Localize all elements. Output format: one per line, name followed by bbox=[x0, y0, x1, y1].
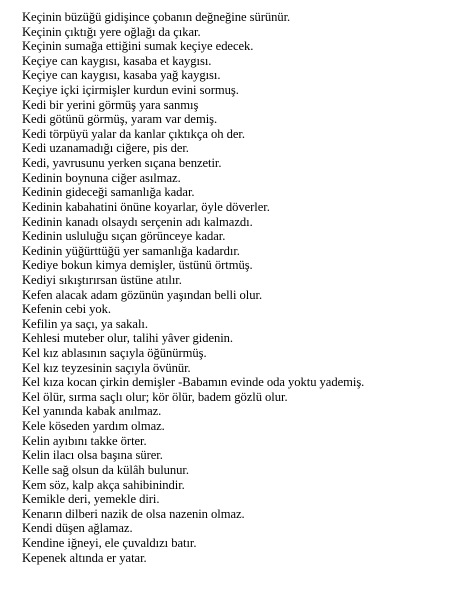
proverb-line: Kedinin usluluğu sıçan görünceye kadar. bbox=[22, 229, 226, 244]
proverb-line: Kenarın dilberi nazik de olsa nazenin olmaz. bbox=[22, 506, 245, 521]
proverb-line: Kedi törpüyü yalar da kanlar çıktıkça oh der. bbox=[22, 126, 245, 141]
proverb-line: Keçiye can kaygısı, kasaba yağ kaygısı. bbox=[22, 68, 221, 83]
proverb-line: Kelin ayıbını takke örter. bbox=[22, 433, 147, 448]
proverb-line: Keçiye içki içirmişler kurdun evini sormuş. bbox=[22, 83, 239, 98]
proverb-line: Kefenin cebi yok. bbox=[22, 302, 112, 317]
proverb-line: Keçinin büzüğü gidişince çobanın değneğine sürünür. bbox=[22, 10, 291, 24]
proverb-line: Kepenek altında er yatar. bbox=[22, 550, 147, 565]
proverb-line: Kelin ilacı olsa başına sürer. bbox=[22, 448, 163, 463]
proverb-line: Kediyi sıkıştırırsan üstüne atılır. bbox=[22, 272, 182, 287]
proverb-line: Keçinin sumağa ettiğini sumak keçiye edecek. bbox=[22, 39, 254, 54]
proverb-line: Kem söz, kalp akça sahibinindir. bbox=[22, 477, 185, 492]
proverb-line: Kendine iğneyi, ele çuvaldızı batır. bbox=[22, 535, 197, 550]
proverb-line: Kemikle deri, yemekle diri. bbox=[22, 492, 160, 507]
proverb-line: Keçinin çıktığı yere oğlağı da çıkar. bbox=[22, 24, 201, 39]
proverb-line: Kehlesi muteber olur, talihi yâver gidenin. bbox=[22, 331, 234, 346]
proverb-line: Kele köseden yardım olmaz. bbox=[22, 419, 165, 434]
proverb-line: Kel kıza kocan çirkin demişler -Babamın evinde oda yoktu yademiş. bbox=[22, 375, 365, 390]
proverb-line: Kedinin kanadı olsaydı serçenin adı kalmazdı. bbox=[22, 214, 253, 229]
proverb-line: Kedi bir yerini görmüş yara sanmış bbox=[22, 97, 199, 112]
proverb-line: Kendi düşen ağlamaz. bbox=[22, 521, 133, 536]
proverb-line: Kel ölür, sırma saçlı olur; kör ölür, badem gözlü olur. bbox=[22, 389, 288, 404]
proverb-line: Kel kız teyzesinin saçıyla övünür. bbox=[22, 360, 191, 375]
proverb-line: Kediye bokun kimya demişler, üstünü örtmüş. bbox=[22, 258, 253, 273]
proverb-line: Kelle sağ olsun da külâh bulunur. bbox=[22, 462, 189, 477]
proverb-line: Kel kız ablasının saçıyla öğünürmüş. bbox=[22, 346, 207, 361]
proverb-line: Kedi uzanamadığı ciğere, pis der. bbox=[22, 141, 189, 156]
proverb-line: Kedinin boynuna ciğer asılmaz. bbox=[22, 170, 181, 185]
proverb-line: Kedi, yavrusunu yerken sıçana benzetir. bbox=[22, 156, 222, 171]
proverb-line: Kefilin ya saçı, ya sakalı. bbox=[22, 316, 148, 331]
proverb-line: Kel yanında kabak anılmaz. bbox=[22, 404, 162, 419]
proverb-line: Keçiye can kaygısı, kasaba et kaygısı. bbox=[22, 53, 212, 68]
proverb-list bbox=[22, 10, 364, 565]
proverb-line: Kedinin gideceği samanlığa kadar. bbox=[22, 185, 195, 200]
proverb-line: Kedi götünü görmüş, yaram var demiş. bbox=[22, 112, 218, 127]
proverb-line: Kedinin kabahatini önüne koyarlar, öyle döverler. bbox=[22, 199, 270, 214]
proverb-line: Kefen alacak adam gözünün yaşından belli olur. bbox=[22, 287, 263, 302]
proverb-line: Kedinin yüğürttüğü yer samanlığa kadardır. bbox=[22, 243, 240, 258]
